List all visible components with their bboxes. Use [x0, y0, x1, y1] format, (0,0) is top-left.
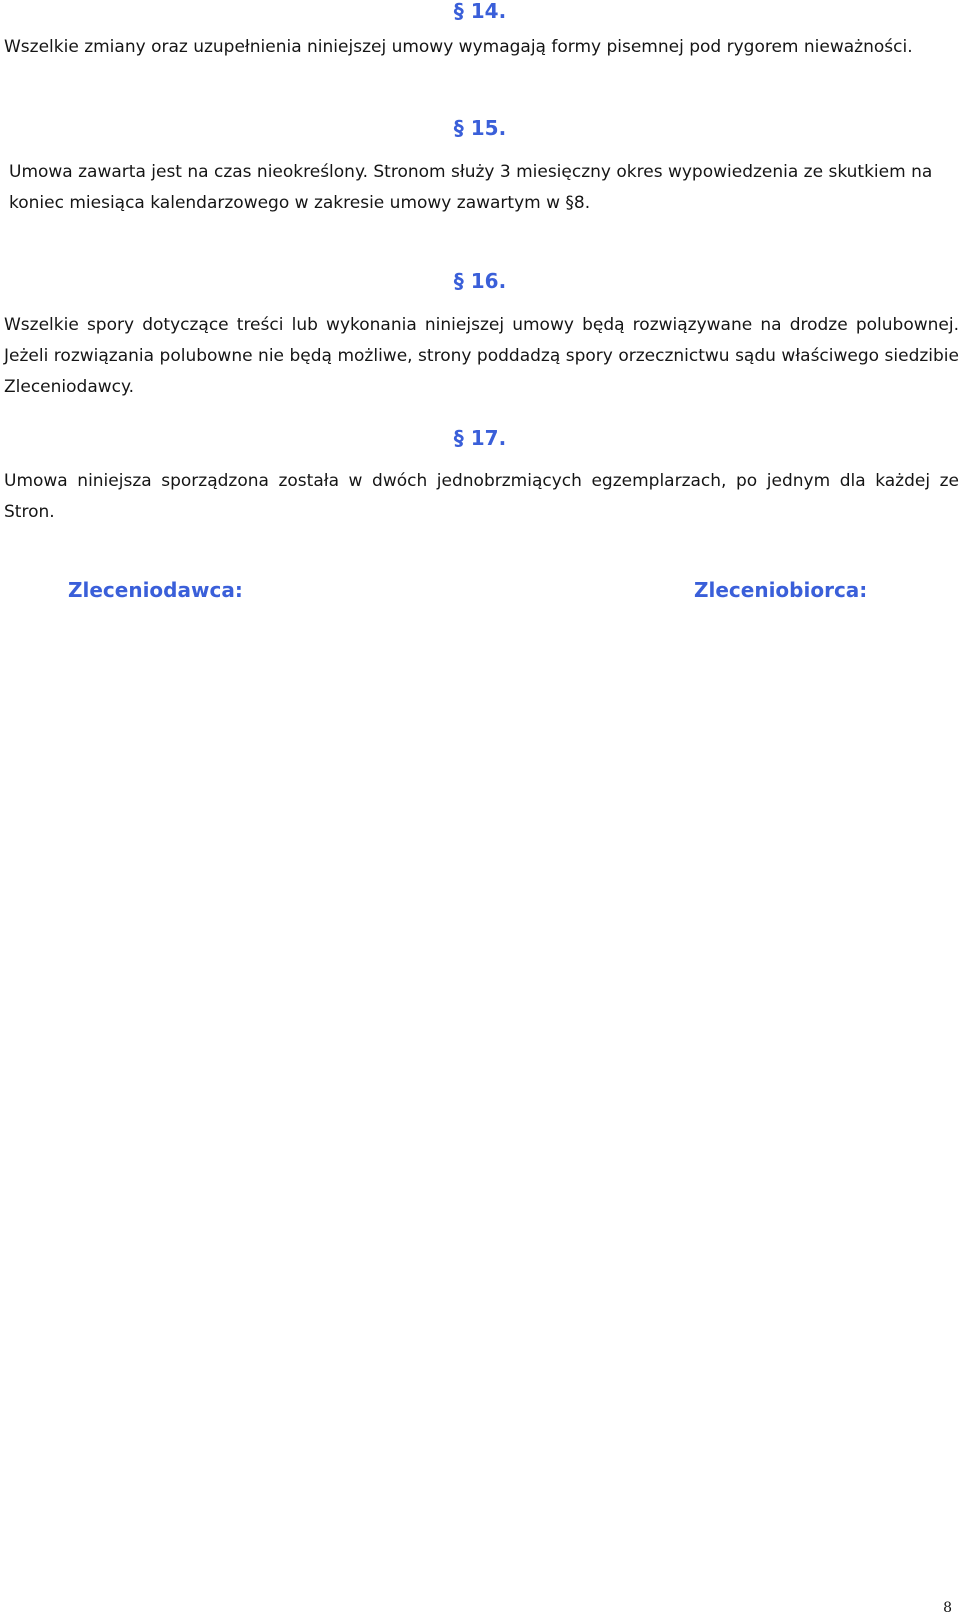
- section-text-16: Wszelkie spory dotyczące treści lub wykonania niniejszej umowy będą rozwiązywane na drodze polubownej. Jeżeli rozwiązania polubowne nie będą możliwe, strony poddadzą spory orzecznictwu sądu właściwego siedzibie Zleceniodawcy.: [4, 315, 959, 397]
- section-heading-15: § 15.: [453, 116, 507, 140]
- section-text-14: Wszelkie zmiany oraz uzupełnienia niniejszej umowy wymagają formy pisemnej pod rygorem nieważności.: [4, 37, 913, 57]
- section-heading-16: § 16.: [453, 269, 507, 293]
- signature-label-contractor: Zleceniobiorca:: [694, 578, 868, 602]
- page-number: 8: [943, 1600, 952, 1616]
- section-heading-17: § 17.: [453, 426, 507, 450]
- section-heading-14: § 14.: [453, 0, 507, 23]
- section-text-15: Umowa zawarta jest na czas nieokreślony. Stronom służy 3 miesięczny okres wypowiedzenia ze skutkiem na koniec miesiąca kalendarzowego w zakresie umowy zawartym w §8.: [9, 162, 933, 213]
- signature-label-client: Zleceniodawca:: [68, 578, 243, 602]
- section-text-17: Umowa niniejsza sporządzona została w dwóch jednobrzmiących egzemplarzach, po jednym dla każdej ze Stron.: [4, 471, 959, 522]
